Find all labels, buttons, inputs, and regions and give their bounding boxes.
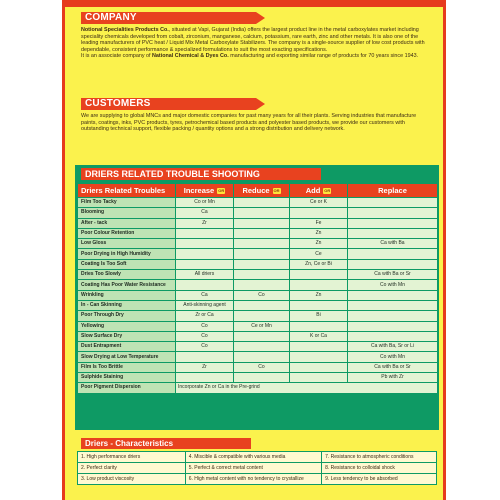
table-row [78, 300, 438, 310]
company-name: Notional Specialities Products Co. [81, 27, 169, 33]
remedy-cell: Ce or Mn [234, 321, 290, 331]
remedy-cell: Zn [290, 228, 348, 238]
remedy-cell: Ca with Ba, Sr or Li [348, 342, 438, 352]
customers-heading: CUSTOMERS [81, 98, 256, 110]
header-reduce: Reduce OR [234, 184, 290, 198]
header-add: Add OR [290, 184, 348, 198]
characteristic-item: 5. Perfect & correct metal content [185, 463, 321, 474]
remedy-cell: Ca with Ba [348, 239, 438, 249]
table-row [78, 259, 438, 269]
remedy-cell [348, 259, 438, 269]
table-row [78, 342, 438, 352]
remedy-cell: Zn [290, 239, 348, 249]
remedy-cell: Co [176, 321, 234, 331]
remedy-cell: Incorporate Zn or Ca in the Pre-grind [176, 383, 438, 393]
remedy-cell: All driers [176, 270, 234, 280]
remedy-cell [348, 198, 438, 208]
trouble-name-cell: Blooming [78, 208, 176, 218]
remedy-cell: Co [176, 342, 234, 352]
remedy-cell [234, 228, 290, 238]
table-row [78, 270, 438, 280]
remedy-cell [176, 259, 234, 269]
header-replace: Replace [348, 184, 438, 198]
trouble-name-cell: Poor Drying in High Humidity [78, 249, 176, 259]
remedy-cell: Zr [176, 362, 234, 372]
table-row [78, 373, 438, 383]
characteristic-item: 4. Miscible & compatible with various media [185, 452, 321, 463]
trouble-name-cell: Wrinkling [78, 290, 176, 300]
table-row [78, 280, 438, 290]
remedy-cell [234, 300, 290, 310]
associate-company-name: National Chemical & Dyes Co. [152, 53, 229, 60]
remedy-cell: Ca [176, 290, 234, 300]
company-text-2a: It is an associate company of [81, 53, 153, 60]
trouble-name-cell: Slow Surface Dry [78, 331, 176, 341]
remedy-cell: Ca with Ba or Sr [348, 270, 438, 280]
trouble-name-cell: Film Too Tacky [78, 198, 176, 208]
remedy-cell [234, 373, 290, 383]
trouble-name-cell: Film Is Too Brittle [78, 362, 176, 372]
remedy-cell [234, 352, 290, 362]
characteristics-table [77, 451, 437, 485]
remedy-cell [348, 321, 438, 331]
company-text-1: , situated at Vapi, Gujarat (India) offers the largest product line in the metal carboxylates market including speciality chemicals developed from cobalt, zirconium, manganese, calcium, potassium, rare earth, zinc and other metals. It is also one of the leading manufacturers of PVC heat / Liquid Mix Metal Carboxylate Stabilizers. The company is a single-source supplier of low cost products with dependable, consistent performance & specialized formulations to suit the most exacting specifications. [81, 27, 425, 53]
remedy-cell: Zn [290, 290, 348, 300]
characteristics-heading: Driers - Characteristics [81, 438, 251, 449]
characteristic-item: 3. Low product viscosity [78, 474, 186, 485]
top-red-strip [65, 0, 443, 7]
remedy-cell [234, 311, 290, 321]
remedy-cell [290, 300, 348, 310]
remedy-cell: K or Ca [290, 331, 348, 341]
trouble-name-cell: Poor Through Dry [78, 311, 176, 321]
trouble-shooting-heading: DRIERS RELATED TROUBLE SHOOTING [81, 168, 321, 180]
remedy-cell [348, 208, 438, 218]
remedy-cell [176, 239, 234, 249]
table-row [78, 198, 438, 208]
customers-paragraph: We are supplying to global MNCs and major domestic companies for past many years for all their plants. Serving industries that manufacture paints, coatings, inks, PVC products, tyres, petrochemical based products and polyester based products, we provide our customers with outstanding technical support, flexible packing / quantity options and a strong distribution and delivery network. [81, 113, 417, 133]
table-header-row [78, 184, 438, 198]
remedy-cell [234, 342, 290, 352]
table-row [78, 239, 438, 249]
remedy-cell: Bi [290, 311, 348, 321]
remedy-cell: Co [234, 290, 290, 300]
remedy-cell: Ce [290, 249, 348, 259]
trouble-name-cell: Slow Drying at Low Temperature [78, 352, 176, 362]
remedy-cell: Co with Mn [348, 352, 438, 362]
company-heading: COMPANY [81, 12, 256, 24]
table-row [78, 311, 438, 321]
trouble-name-cell: After - tack [78, 218, 176, 228]
company-text-2b: manufacturing and exporting similar range of products for 70 years since 1943. [228, 53, 419, 60]
remedy-cell [234, 259, 290, 269]
characteristics-row [78, 463, 437, 474]
trouble-name-cell: Low Gloss [78, 239, 176, 249]
trouble-name-cell: Yellowing [78, 321, 176, 331]
table-row [78, 249, 438, 259]
table-row [78, 362, 438, 372]
table-row [78, 331, 438, 341]
remedy-cell [290, 280, 348, 290]
trouble-shooting-table [77, 183, 438, 394]
remedy-cell [290, 352, 348, 362]
remedy-cell: Zr [176, 218, 234, 228]
remedy-cell [290, 208, 348, 218]
remedy-cell [176, 280, 234, 290]
trouble-name-cell: Poor Colour Retention [78, 228, 176, 238]
table-row [78, 228, 438, 238]
remedy-cell [234, 280, 290, 290]
trouble-name-cell: Poor Pigment Dispersion [78, 383, 176, 393]
remedy-cell [348, 228, 438, 238]
or-badge: OR [218, 188, 225, 194]
characteristic-item: 7. Resistance to atmospheric conditions [322, 452, 437, 463]
remedy-cell: Ca [176, 208, 234, 218]
remedy-cell [290, 362, 348, 372]
remedy-cell [290, 373, 348, 383]
characteristic-item: 2. Perfect clarity [78, 463, 186, 474]
trouble-name-cell: Coating Is Too Soft [78, 259, 176, 269]
remedy-cell: Anti-skinning agent [176, 300, 234, 310]
characteristic-item: 8. Resistance to colloidal shock [322, 463, 437, 474]
characteristic-item: 1. High performance driers [78, 452, 186, 463]
remedy-cell [290, 321, 348, 331]
remedy-cell [348, 290, 438, 300]
characteristic-item: 9. Less tendency to be absorbed [322, 474, 437, 485]
remedy-cell: Co with Mn [348, 280, 438, 290]
remedy-cell [176, 352, 234, 362]
trouble-name-cell: Coating Has Poor Water Resistance [78, 280, 176, 290]
or-badge: OR [273, 188, 280, 194]
remedy-cell: Ca with Ba or Sr [348, 362, 438, 372]
header-troubles: Driers Related Troubles [78, 184, 176, 198]
company-paragraph [81, 27, 433, 60]
remedy-cell [348, 218, 438, 228]
remedy-cell [234, 239, 290, 249]
remedy-cell [234, 208, 290, 218]
remedy-cell [348, 331, 438, 341]
remedy-cell [234, 331, 290, 341]
table-row [78, 383, 438, 393]
or-badge: OR [324, 188, 331, 194]
remedy-cell [290, 342, 348, 352]
remedy-cell [348, 249, 438, 259]
remedy-cell: Co or Mn [176, 198, 234, 208]
remedy-cell: Ce or K [290, 198, 348, 208]
table-row [78, 352, 438, 362]
remedy-cell [234, 218, 290, 228]
remedy-cell: Co [234, 362, 290, 372]
trouble-name-cell: Dries Too Slowly [78, 270, 176, 280]
characteristic-item: 6. High metal content with no tendency to crystallize [185, 474, 321, 485]
table-row [78, 218, 438, 228]
remedy-cell [176, 249, 234, 259]
remedy-cell [234, 249, 290, 259]
remedy-cell [234, 270, 290, 280]
remedy-cell [176, 228, 234, 238]
remedy-cell [176, 373, 234, 383]
remedy-cell [348, 311, 438, 321]
brochure-page [62, 0, 446, 500]
table-row [78, 290, 438, 300]
remedy-cell: Zn, Ce or Bi [290, 259, 348, 269]
remedy-cell: Pb with Zr [348, 373, 438, 383]
table-row [78, 321, 438, 331]
header-increase: Increase OR [176, 184, 234, 198]
table-row [78, 208, 438, 218]
remedy-cell: Co [176, 331, 234, 341]
remedy-cell: Fe [290, 218, 348, 228]
trouble-name-cell: Sulphide Staining [78, 373, 176, 383]
trouble-name-cell: In - Can Skinning [78, 300, 176, 310]
trouble-name-cell: Dust Entrapment [78, 342, 176, 352]
remedy-cell [348, 300, 438, 310]
remedy-cell [290, 270, 348, 280]
remedy-cell [234, 198, 290, 208]
remedy-cell: Zr or Ca [176, 311, 234, 321]
characteristics-row [78, 474, 437, 485]
characteristics-row [78, 452, 437, 463]
